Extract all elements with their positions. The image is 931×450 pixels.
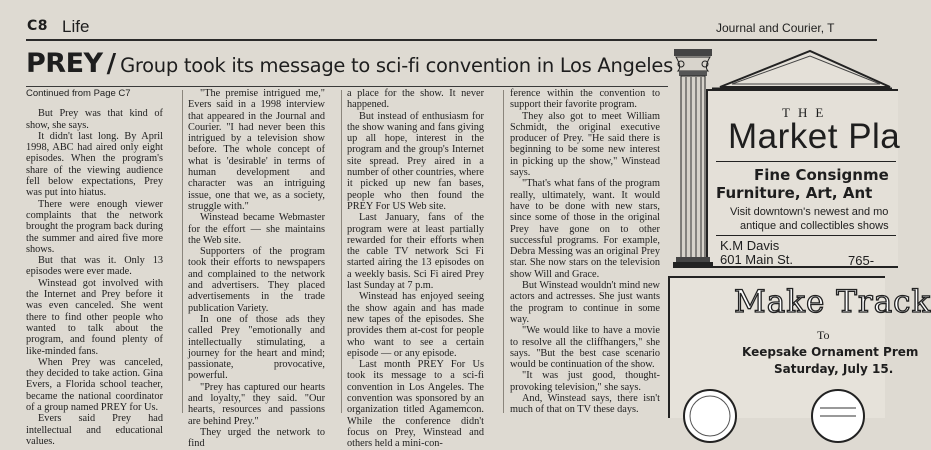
ad-divider [716,235,896,236]
article-paragraph: a place for the show. It never happened. [347,88,484,111]
headline-subhead: Group took its message to sci-fi convention in Los Angeles [120,54,673,77]
column-divider [503,90,504,413]
ad-title: Make Track [734,284,931,320]
article-paragraph: "The premise intrigued me," Evers said in a 1998 interview that appeared in the Journal and Courier. "I had never been this intrigued by a television show before. The whole concept of what is 'desirable' in terms of human development and character was an intriguing issue, one that we, as a society, struggle with." [188,88,325,212]
article-paragraph: They also got to meet William Schmidt, the original executive producer of Prey. "He said there is beginning to be some new interest in picking up the show," Winstead says. [510,110,660,179]
article-paragraph: "It was just good, thought-provoking television," she says. [510,370,660,393]
article-paragraph: And, Winstead says, there isn't much of that on TV these days. [510,393,660,416]
headline-word: PREY [26,48,103,79]
newspaper-title: Journal and Courier, T [716,21,835,35]
article-paragraph: "That's what fans of the program really, ultimately, want. It would have to be done with new stars, since some of those in the original Prey have gone on to other successful programs. For example, Debra Messing was an original Prey star. She now stars on the television show Will and Grace. [510,178,660,280]
page-number: C8 [27,18,49,34]
make-tracks-ad [668,276,931,418]
ad-text-1: Visit downtown's newest and mo [730,206,889,218]
ad-owner: K.M Davis [720,238,780,253]
ad-text-2: antique and collectibles shows [740,220,889,232]
article-column-4 [510,88,660,416]
article-paragraph: Winstead became Webmaster for the effort — she maintains the Web site. [188,212,325,246]
header-rule [26,39,877,41]
article-paragraph: Last month PREY For Us took its message to a sci-fi convention in Los Angeles. The convention was sponsored by an organization titled Agamemcon. While the conference didn't focus on Prey, Winstead and others held a mini-con- [347,359,484,450]
article-paragraph: Last January, fans of the program were at least partially rewarded for their efforts when the cable TV network Sci Fi started airing the 13 episodes on a weekly basis. Sci Fi aired Prey last Sunday at 7 p.m. [347,212,484,292]
article-paragraph: There were enough viewer complaints that the network brought the program back during the summer and aired five more shows. [26,198,163,255]
ad-line-2: Saturday, July 15. [774,362,894,376]
article-paragraph: But Prey was that kind of show, she says. [26,108,163,131]
jump-line: Continued from Page C7 [26,88,131,99]
article-paragraph: "We would like to have a movie to resolve all the cliffhangers," she says. "But the best case scenario would be continuation of the show. [510,325,660,371]
ad-heading-2: Furniture, Art, Ant [716,184,873,202]
article-column-1 [26,88,163,447]
ad-phone: 765- [848,253,875,268]
ad-to: To [817,328,830,342]
article-paragraph: Winstead got involved with the Internet and Prey before it was even canceled. She went there to find other people who wanted to talk about the program, and found plenty of like-minded fans. [26,277,163,357]
headline [26,48,676,79]
article-paragraph: In one of those ads they called Prey "emotionally and intellectually stimulating, a journey for the heart and mind; passionate, provocative, powerful. [188,313,325,382]
roof-pediment-icon [712,47,892,91]
article-paragraph: But that was it. Only 13 episodes were ever made. [26,255,163,278]
article-paragraph: Evers said Prey had intellectual and educational values. [26,413,163,447]
article-paragraph: ference within the convention to support their favorite program. [510,88,660,111]
article-column-3 [347,88,484,450]
column-divider [341,90,342,413]
market-place-ad [672,47,901,269]
section-name: Life [62,17,90,36]
article-paragraph: But instead of enthusiasm for the show waning and fans giving up all hope, interest in the program and the group's Internet site spread. Prey aired in a number of other countries, where it picked up new fan bases, people who then found the PREY For US Web site. [347,110,484,212]
ad-line-1: Keepsake Ornament Prem [742,345,919,359]
article-column-2 [188,88,325,450]
ad-heading-1: Fine Consignme [754,166,889,184]
article-paragraph: Supporters of the program took their efforts to newspapers and complained to the network and advertisers. They placed advertisements in the trade publication Variety. [188,246,325,314]
article-paragraph: "Prey has captured our hearts and loyalty," they said. "Our hearts, resources and passions are behind Prey." [188,381,325,427]
column-pillar-icon [672,47,716,269]
ad-kicker: THE [782,105,832,120]
article-paragraph: When Prey was canceled, they decided to take action. Gina Evers, a Florida school teacher, became the national coordinator of a group named PREY for Us. [26,356,163,414]
ad-divider [716,161,896,162]
article-paragraph: Winstead has enjoyed seeing the show again and has made new tapes of the episodes. She provides them at-cost for people who want to see a certain episode — or any episode. [347,291,484,359]
headline-rule [26,86,668,87]
ornament-icon [670,368,885,418]
article-paragraph: It didn't last long. By April 1998, ABC had aired only eight episodes. When the program's share of the viewing audience fell below expectations, Prey was put into hiatus. [26,130,163,199]
column-divider [182,90,183,413]
ad-store-name: Market Pla [728,117,901,156]
article-paragraph: They urged the network to find [188,426,325,450]
headline-slash: / [106,49,117,79]
ad-address: 601 Main St. [720,252,793,267]
article-paragraph: But Winstead wouldn't mind new actors and actresses. She just wants the program to continue in some way. [510,280,660,325]
